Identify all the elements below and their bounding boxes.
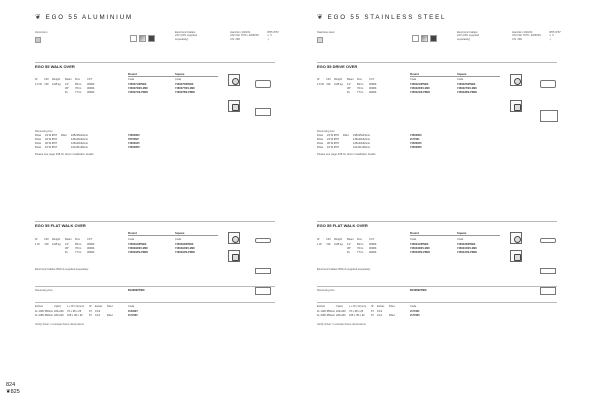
divider bbox=[128, 235, 218, 236]
profile-drawing-icon bbox=[540, 110, 558, 122]
group-square: Square bbox=[175, 231, 185, 235]
flame-logo-icon: ❦ bbox=[317, 14, 325, 21]
flame-logo-icon: ❦ bbox=[6, 389, 11, 395]
ip-icon bbox=[130, 35, 137, 42]
square-fixture-icon bbox=[510, 100, 522, 112]
round-fixture-icon bbox=[510, 74, 522, 86]
ip-rating: IP65 IP67 ⚠ ∇ ⏚ bbox=[267, 31, 279, 41]
recessing-box-drawing-icon bbox=[255, 287, 271, 295]
divider bbox=[317, 62, 557, 63]
drivers-note: Please see page 948 for driver installation details bbox=[317, 153, 376, 156]
divider bbox=[317, 221, 557, 222]
profile-drawing-icon bbox=[255, 238, 271, 243]
section-title: EGO 55 DRIVE OVER bbox=[317, 64, 358, 69]
divider bbox=[35, 221, 275, 222]
group-square: Square bbox=[457, 72, 467, 76]
ballast-drawing-icon bbox=[540, 268, 556, 274]
divider bbox=[410, 235, 500, 236]
divider bbox=[35, 286, 275, 287]
ip-rating: IP65 IP67 ⚠ ∇ ⏚ bbox=[549, 31, 561, 41]
page-title: ❦ EGO 55 STAINLESS STEEL bbox=[317, 14, 447, 21]
class-icon bbox=[148, 35, 155, 42]
flat-note: Electronic ballast 350mA supplied separately bbox=[35, 268, 89, 271]
finish-label: Aluminium bbox=[35, 31, 48, 34]
spec-header bbox=[317, 31, 561, 45]
ballast-drawing-icon bbox=[255, 268, 271, 274]
profile-drawing-icon bbox=[540, 80, 556, 88]
divider bbox=[35, 302, 275, 303]
group-square: Square bbox=[175, 72, 185, 76]
recessing-label: Recessing box bbox=[317, 289, 335, 292]
profile-drawing-icon bbox=[540, 238, 556, 243]
drivers-note: Please see page 948 for driver installation details bbox=[35, 153, 94, 156]
section-title: EGO 55 WALK OVER bbox=[35, 64, 75, 69]
divider bbox=[317, 286, 557, 287]
flat-note: Electronic ballast 350mA supplied separately bbox=[317, 268, 371, 271]
ip-icon bbox=[412, 35, 419, 42]
section-title: EGO 55 FLAT WALK OVER bbox=[317, 223, 368, 228]
finish-swatch bbox=[317, 37, 323, 43]
electronic-info: Electronic ballast 24V (60V supplied separately) bbox=[175, 31, 197, 41]
profile-drawing-icon bbox=[255, 108, 271, 116]
recessing-box-drawing-icon bbox=[540, 287, 556, 295]
left-page: ❦ EGO 55 ALUMINIUM Aluminium Electronic ballast 24V (60V supplied separately) Hamilton 4/20/24 UNI CEI 7070 • EN6035 CN • BD IP65 IP67 ⚠ ∇ ⏚ EGO 55 WALK OVER Round Square W CRI Weight Beam Flux CCT Code Code 1,5 W >90 0,28 kg 14° 83 lm 3000K 74600710PM90 74600750PM90 30° 76 lm 3000K 74600730FLM90 74600770FLM90 FL 77 lm 3000K 74600740LPM90 74600780LPM90 Recessing box Drive 24 W IP67 DALI 195x35x43mm 74600800 Drive 24 W IP67 146x46x32mm 78700M7 Drive 30 W IP67 125x43x32mm 74600845 Drive 16 W IP67 121x51x38mm 74600856 Please see page 948 for driver installation details EGO 55 FLAT WALK OVER Round Square W CRI Weight Beam Flux CCT Code Code 1 W >90 0,28 kg 14° 83 lm 3000K 74600910PM90 74600930PM90 30° 76 lm 3000K 74600920FLM90 74600940FLM90 FL 77 lm 3000K 74600925LPM90 74600945LPM90 Electronic ballast 350mA supplied separately Recessing box RL000027000 Extrusi V(act) L x W x H(mm) IP Extrac DALI Code 1L 14W 350mA 220-240 76 x 38 x 25 67 0.19 ZHO997 1L 23W 350mA 220-240 165 x 35 x 32 67 0.12 DALI ZHY080 Verify driver / renovate frame dimensions 824 ❦825 bbox=[6, 14, 279, 395]
divider bbox=[410, 76, 500, 77]
wiring-info: Hamilton 4/20/24 UNI CEI 7070 • EN6035 CN • BD bbox=[512, 31, 541, 41]
drivers-title: Recessing box bbox=[35, 130, 53, 133]
recessing-code: RL000027000 bbox=[128, 289, 145, 292]
group-round: Round bbox=[128, 231, 137, 235]
square-fixture-icon bbox=[510, 250, 522, 262]
square-fixture-icon bbox=[228, 100, 240, 112]
electronic-info: Electronic ballast 24V (60V supplied separately) bbox=[457, 31, 479, 41]
right-page: ❦ EGO 55 STAINLESS STEEL Stainless steel Electronic ballast 24V (60V supplied separately) Hamilton 4/20/24 UNI CEI 7070 • EN6035 CN • BD IP65 IP67 ⚠ ∇ ⏚ EGO 55 DRIVE OVER Round Square W CRI Weight Beam Flux CCT Code Code 1,5 W >90 0,28 kg 14° 83 lm 3000K 74602210PM90 74602250PM90 30° 76 lm 3000K 74602230FLM90 74602270FLM90 FL 77 lm 3000K 74602240LPM90 74602280LPM90 Recessing box Drive 24 W IP67 DALI 195x35x43mm 74600800 Drive 24 W IP67 146x46x32mm ZHY081 Drive 30 W IP67 125x43x32mm 74600845 Drive 16 W IP67 121x51x38mm 74600856 Please see page 948 for driver installation details EGO 55 FLAT WALK OVER Round Square W CRI Weight Beam Flux CCT Code Code 1 W >90 0,28 kg 14° 83 lm 3000K 74602310PM90 74602330PM90 30° 76 lm 3000K 74602320FLM90 74602340FLM90 FL 77 lm 3000K 74602325LPM90 74602345LPM90 Electronic ballast 350mA supplied separately Recessing box RL000027000 Extrusi V(act) L x W x H(mm) IP Extrac DALI Code 1L 14W 350mA 220-240 76 x 38 x 25 67 0.19 ZHY081 1L 23W 350mA 220-240 165 x 35 x 32 67 0.12 DALI ZHY080 Verify driver / renovate frame dimensions bbox=[317, 14, 561, 326]
class-icon bbox=[430, 35, 437, 42]
beam-icon bbox=[139, 35, 146, 42]
group-square: Square bbox=[457, 231, 467, 235]
finish-label: Stainless steel bbox=[317, 31, 335, 34]
recessing-code: RL000027000 bbox=[410, 289, 427, 292]
profile-drawing-icon bbox=[255, 80, 271, 88]
round-fixture-icon bbox=[228, 74, 240, 86]
wiring-info: Hamilton 4/20/24 UNI CEI 7070 • EN6035 CN • BD bbox=[230, 31, 259, 41]
divider bbox=[317, 302, 557, 303]
divider bbox=[35, 62, 275, 63]
divider bbox=[128, 76, 218, 77]
page-number: ❦825 bbox=[6, 389, 20, 395]
drivers-title: Recessing box bbox=[317, 130, 335, 133]
round-fixture-icon bbox=[510, 232, 522, 244]
bottom-note: Verify driver / renovate frame dimensions bbox=[317, 323, 366, 326]
page-title: ❦ EGO 55 ALUMINIUM bbox=[35, 14, 133, 21]
spec-header bbox=[35, 31, 279, 45]
flame-logo-icon: ❦ bbox=[35, 14, 43, 21]
page-number: 824 bbox=[6, 382, 16, 388]
group-round: Round bbox=[128, 72, 137, 76]
round-fixture-icon bbox=[228, 232, 240, 244]
bottom-note: Verify driver / renovate frame dimensions bbox=[35, 323, 84, 326]
finish-swatch bbox=[35, 37, 41, 43]
section-title: EGO 55 FLAT WALK OVER bbox=[35, 223, 86, 228]
group-round: Round bbox=[410, 231, 419, 235]
group-round: Round bbox=[410, 72, 419, 76]
square-fixture-icon bbox=[228, 250, 240, 262]
beam-icon bbox=[421, 35, 428, 42]
recessing-label: Recessing box bbox=[35, 289, 53, 292]
